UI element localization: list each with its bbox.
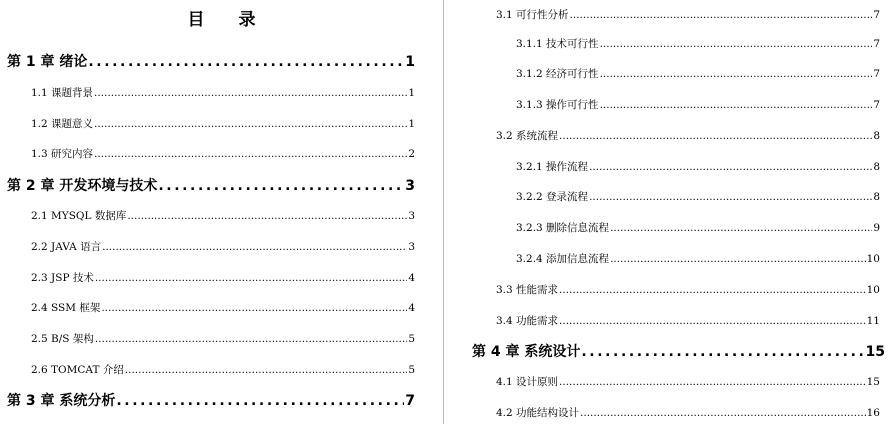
toc-page-left xyxy=(0,0,443,424)
toc-entry-label: 1.3 研究内容 xyxy=(31,148,94,160)
toc-entry-label: 2.6 TOMCAT 介绍 xyxy=(31,364,124,376)
toc-section-entry[interactable] xyxy=(516,66,880,81)
toc-entry-label: 2.5 B/S 架构 xyxy=(31,333,94,345)
toc-page-number: 3 xyxy=(408,241,415,253)
toc-section-entry[interactable] xyxy=(496,7,880,22)
toc-dot-leader xyxy=(116,393,404,409)
toc-entry-label: 第 4 章 系统设计 xyxy=(472,344,581,360)
toc-section-entry[interactable] xyxy=(496,128,880,143)
toc-dot-leader xyxy=(101,302,407,314)
toc-page-number: 4 xyxy=(408,272,415,284)
toc-dot-leader xyxy=(94,87,407,99)
toc-entry-label: 第 3 章 系统分析 xyxy=(7,393,116,409)
toc-section-entry[interactable] xyxy=(496,405,880,420)
toc-section-entry[interactable] xyxy=(516,159,880,174)
toc-page-number: 8 xyxy=(873,191,880,203)
toc-page-number: 1 xyxy=(408,87,415,99)
toc-entry-label: 3.2.1 操作流程 xyxy=(516,161,589,173)
toc-section-entry[interactable] xyxy=(496,282,880,297)
toc-dot-leader xyxy=(580,407,866,419)
toc-entry-label: 2.1 MYSQL 数据库 xyxy=(31,210,127,222)
toc-dot-leader xyxy=(127,210,407,222)
toc-section-entry[interactable] xyxy=(516,251,880,266)
toc-page-number: 8 xyxy=(873,161,880,173)
toc-page-number: 5 xyxy=(408,333,415,345)
toc-section-entry[interactable] xyxy=(516,189,880,204)
toc-dot-leader xyxy=(125,364,408,376)
toc-dot-leader xyxy=(559,315,866,327)
toc-entry-label: 第 1 章 绪论 xyxy=(7,54,88,70)
toc-section-entry[interactable] xyxy=(31,331,415,346)
toc-page-number: 9 xyxy=(873,222,880,234)
toc-page-number: 4 xyxy=(408,302,415,314)
toc-section-entry[interactable] xyxy=(31,85,415,100)
toc-page-number: 7 xyxy=(873,99,880,111)
toc-entry-label: 3.1.2 经济可行性 xyxy=(516,68,599,80)
toc-chapter-entry[interactable] xyxy=(7,390,415,410)
toc-dot-leader xyxy=(600,68,873,80)
toc-page-number: 1 xyxy=(408,118,415,130)
toc-entry-label: 3.2.4 添加信息流程 xyxy=(516,253,610,265)
toc-page-number: 2 xyxy=(408,148,415,160)
toc-page-number: 7 xyxy=(873,68,880,80)
toc-entry-label: 3.1.1 技术可行性 xyxy=(516,38,599,50)
toc-title: 目 录 xyxy=(187,10,270,30)
toc-dot-leader xyxy=(570,9,873,21)
toc-section-entry[interactable] xyxy=(496,374,880,389)
toc-page-right xyxy=(444,0,888,424)
toc-entry-label: 3.2 系统流程 xyxy=(496,130,559,142)
toc-page-number: 15 xyxy=(865,344,885,360)
toc-page-number: 8 xyxy=(873,130,880,142)
toc-dot-leader xyxy=(610,222,872,234)
toc-entry-label: 2.4 SSM 框架 xyxy=(31,302,101,314)
toc-section-entry[interactable] xyxy=(516,97,880,112)
toc-section-entry[interactable] xyxy=(31,239,415,254)
toc-entry-label: 3.2.2 登录流程 xyxy=(516,191,589,203)
toc-page-number: 10 xyxy=(866,253,880,265)
toc-entry-label: 第 2 章 开发环境与技术 xyxy=(7,178,158,194)
toc-section-entry[interactable] xyxy=(31,300,415,315)
toc-page-number: 7 xyxy=(405,393,415,409)
toc-dot-leader xyxy=(589,161,872,173)
toc-section-entry[interactable] xyxy=(496,313,880,328)
toc-page-number: 1 xyxy=(405,54,415,70)
toc-page-number: 7 xyxy=(873,9,880,21)
toc-entry-label: 3.1.3 操作可行性 xyxy=(516,99,599,111)
toc-entry-label: 3.1 可行性分析 xyxy=(496,9,569,21)
toc-entry-label: 2.3 JSP 技术 xyxy=(31,272,94,284)
toc-dot-leader xyxy=(94,118,407,130)
toc-dot-leader xyxy=(600,99,873,111)
toc-dot-leader xyxy=(102,241,407,253)
toc-entry-label: 2.2 JAVA 语言 xyxy=(31,241,102,253)
toc-entry-label: 4.2 功能结构设计 xyxy=(496,407,580,419)
toc-page-number: 16 xyxy=(866,407,880,419)
toc-page-number: 5 xyxy=(408,364,415,376)
toc-page-number: 11 xyxy=(866,315,880,327)
toc-entry-label: 1.2 课题意义 xyxy=(31,118,94,130)
toc-dot-leader xyxy=(581,344,864,360)
toc-dot-leader xyxy=(559,376,866,388)
toc-entry-label: 3.4 功能需求 xyxy=(496,315,559,327)
toc-page-number: 7 xyxy=(873,38,880,50)
toc-entry-label: 4.1 设计原则 xyxy=(496,376,559,388)
toc-page-number: 15 xyxy=(866,376,880,388)
toc-entry-label: 3.2.3 删除信息流程 xyxy=(516,222,610,234)
toc-chapter-entry[interactable] xyxy=(7,51,415,71)
toc-section-entry[interactable] xyxy=(31,362,415,377)
toc-chapter-entry[interactable] xyxy=(472,341,885,361)
toc-entry-label: 1.1 课题背景 xyxy=(31,87,94,99)
toc-section-entry[interactable] xyxy=(31,116,415,131)
toc-dot-leader xyxy=(158,178,404,194)
toc-section-entry[interactable] xyxy=(31,208,415,223)
toc-page-number: 3 xyxy=(408,210,415,222)
toc-chapter-entry[interactable] xyxy=(7,175,415,195)
toc-page-number: 3 xyxy=(405,178,415,194)
toc-entry-label: 3.3 性能需求 xyxy=(496,284,559,296)
toc-section-entry[interactable] xyxy=(31,146,415,161)
toc-section-entry[interactable] xyxy=(31,270,415,285)
toc-page-number: 10 xyxy=(866,284,880,296)
toc-dot-leader xyxy=(95,272,407,284)
toc-dot-leader xyxy=(589,191,872,203)
toc-dot-leader xyxy=(559,130,872,142)
toc-dot-leader xyxy=(88,54,404,70)
toc-dot-leader xyxy=(610,253,866,265)
toc-dot-leader xyxy=(95,333,407,345)
toc-dot-leader xyxy=(94,148,407,160)
toc-section-entry[interactable] xyxy=(516,220,880,235)
toc-section-entry[interactable] xyxy=(516,36,880,51)
toc-dot-leader xyxy=(559,284,866,296)
toc-dot-leader xyxy=(600,38,873,50)
